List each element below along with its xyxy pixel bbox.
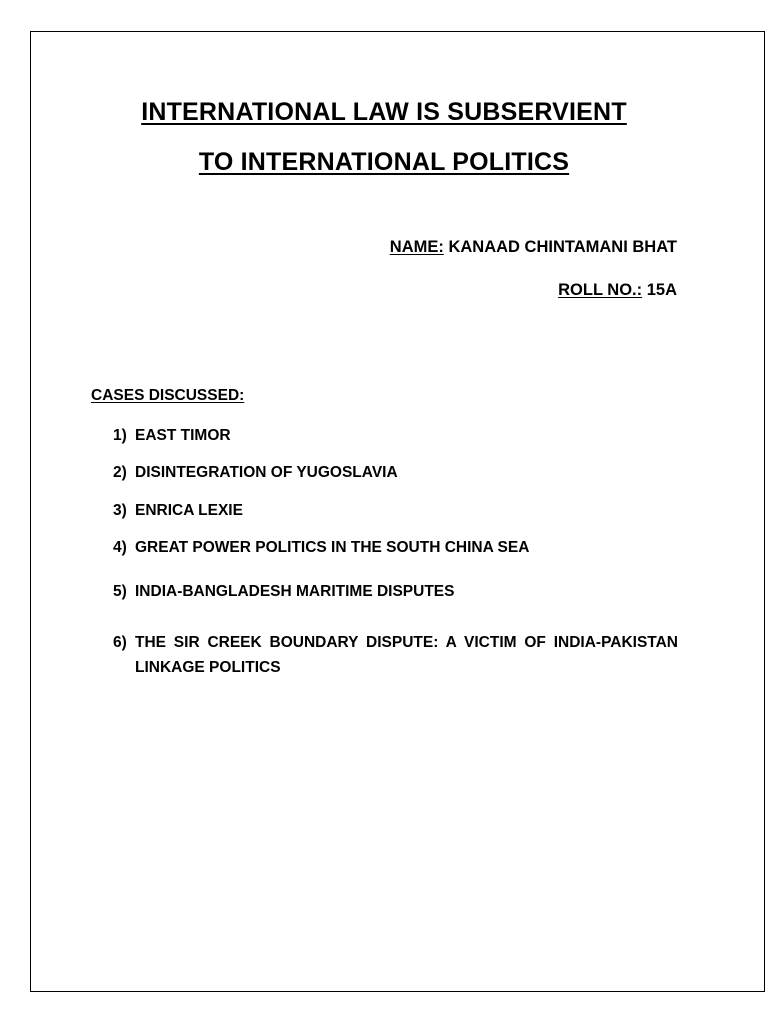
document-title-line-1: INTERNATIONAL LAW IS SUBSERVIENT [141,98,627,126]
document-title-line-2: TO INTERNATIONAL POLITICS [198,148,570,176]
roll-label: ROLL NO.: [558,281,643,299]
roll-number-line [558,281,677,300]
case-number: 2) [113,464,127,481]
case-item-enrica-lexie [113,498,678,523]
case-item-south-china-sea [113,535,678,560]
case-title: THE SIR CREEK BOUNDARY DISPUTE: A VICTIM OF INDIA-PAKISTAN LINKAGE POLITICS [135,634,678,676]
case-item-sir-creek [113,630,678,680]
case-number: 6) [113,634,127,651]
case-item-yugoslavia [113,460,678,485]
name-value: KANAAD CHINTAMANI BHAT [443,238,677,256]
case-number: 5) [113,583,127,600]
case-number: 3) [113,502,127,519]
author-name-line [390,238,677,257]
roll-value: 15A [642,281,677,299]
case-number: 4) [113,539,127,556]
case-item-india-bangladesh [113,579,678,604]
cases-heading: CASES DISCUSSED: [91,387,245,404]
case-title: EAST TIMOR [135,427,231,444]
name-label: NAME: [389,238,444,256]
case-title: GREAT POWER POLITICS IN THE SOUTH CHINA SEA [135,539,530,556]
case-title: DISINTEGRATION OF YUGOSLAVIA [135,464,398,481]
case-number: 1) [113,427,127,444]
case-title: INDIA-BANGLADESH MARITIME DISPUTES [135,583,455,600]
case-item-east-timor [113,423,678,448]
case-title: ENRICA LEXIE [135,502,243,519]
